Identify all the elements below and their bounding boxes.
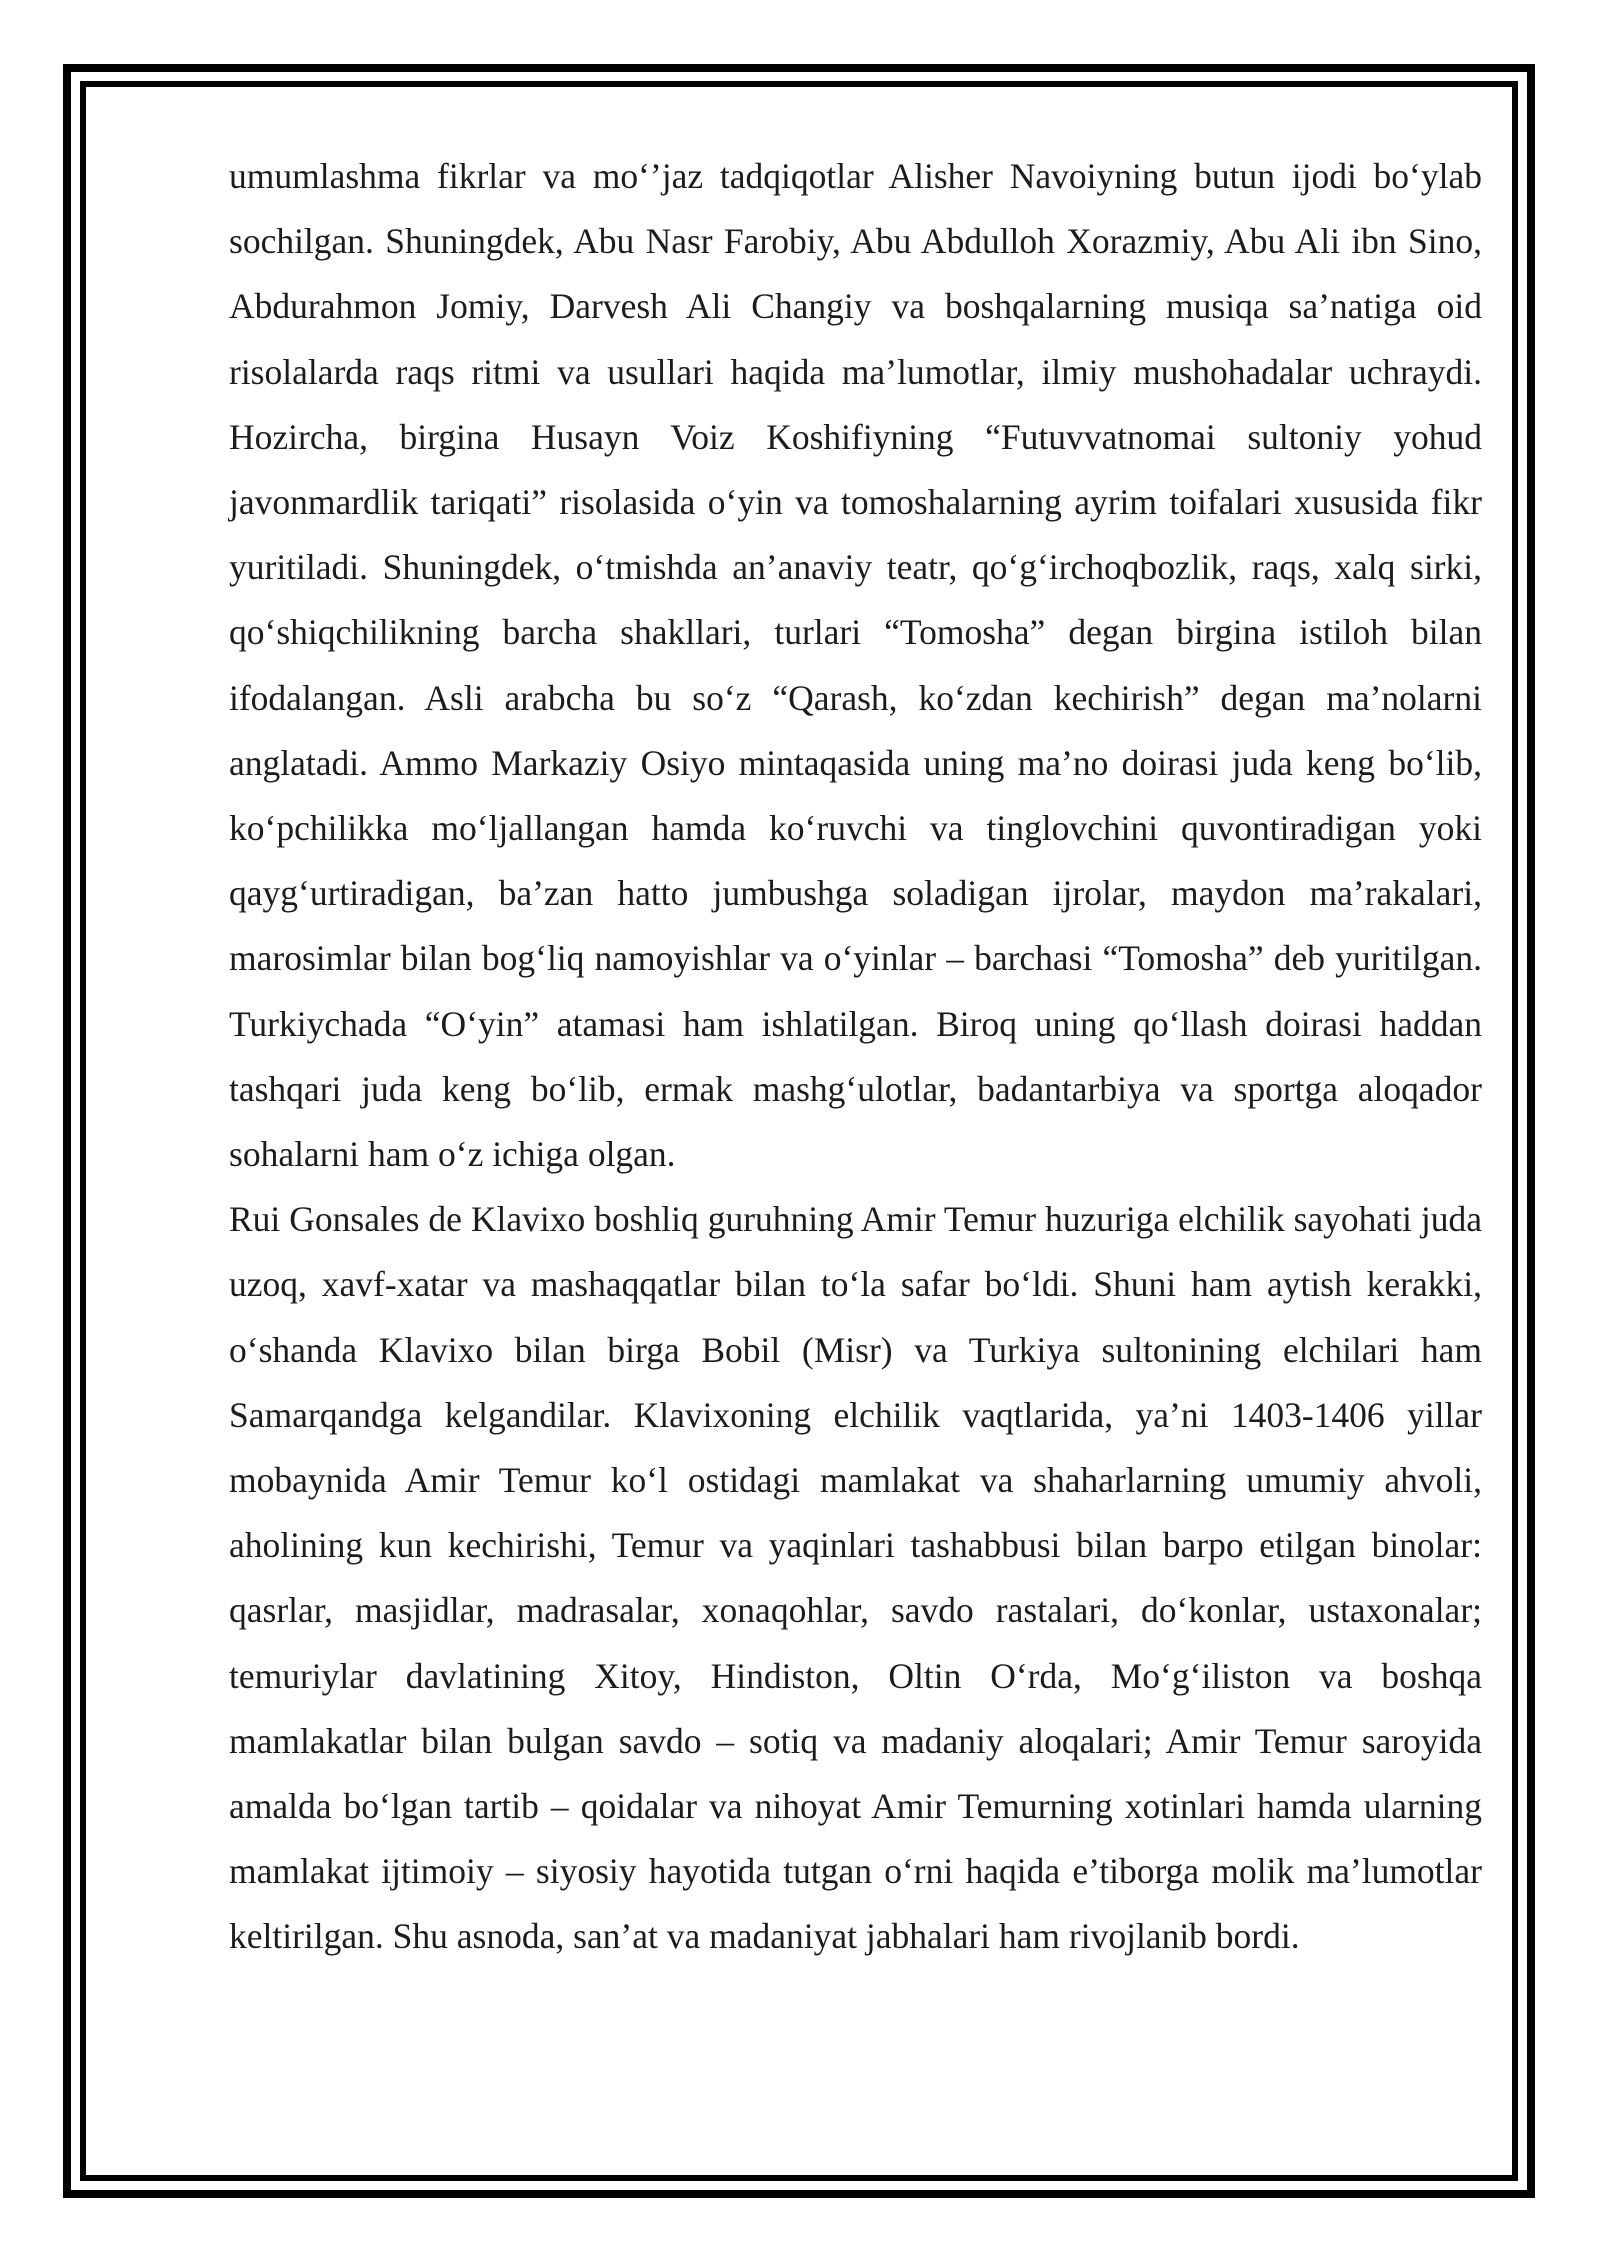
body-paragraph-1: umumlashma fikrlar va mo‘’jaz tadqiqotlar Alisher Navoiyning butun ijodi bo‘ylab sochilgan. Shuningdek, Abu Nasr Farobiy, Abu Abdulloh Xorazmiy, Abu Ali ibn Sino, Abdurahmon Jomiy, Darvesh Ali Changiy va boshqalarning musiqa sa’natiga oid risolalarda raqs ritmi va usullari haqida ma’lumotlar, ilmiy mushohadalar uchraydi. Hozircha, birgina Husayn Voiz Koshifiyning “Futuvvatnomai sultoniy yohud javonmardlik tariqati” risolasida o‘yin va tomoshalarning ayrim toifalari xususida fikr yuritiladi. Shuningdek, o‘tmishda an’anaviy teatr, qo‘g‘irchoqbozlik, raqs, xalq sirki, qo‘shiqchilikning barcha shakllari, turlari “Tomosha” degan birgina istiloh bilan ifodalangan. Asli arabcha bu so‘z “Qarash, ko‘zdan kechirish” degan ma’nolarni anglatadi. Ammo Markaziy Osiyo mintaqasida uning ma’no doirasi juda keng bo‘lib, ko‘pchilikka mo‘ljallangan hamda ko‘ruvchi va tinglovchini quvontiradigan yoki qayg‘urtiradigan, ba’zan hatto jumbushga soladigan ijrolar, maydon ma’rakalari, marosimlar bilan bog‘liq namoyishlar va o‘yinlar – barchasi “Tomosha” deb yuritilgan. Turkiychada “O‘yin” atamasi ham ishlatilgan. Biroq uning qo‘llash doirasi haddan tashqari juda keng bo‘lib, ermak mashg‘ulotlar, badantarbiya va sportga aloqador sohalarni ham o‘z ichiga olgan.	[229, 156, 1482, 1175]
page-body	[229, 144, 1482, 1970]
body-paragraph-2: Rui Gonsales de Klavixo boshliq guruhning Amir Temur huzuriga elchilik sayohati juda uzoq, xavf-xatar va mashaqqatlar bilan to‘la safar bo‘ldi. Shuni ham aytish kerakki, o‘shanda Klavixo bilan birga Bobil (Misr) va Turkiya sultonining elchilari ham Samarqandga kelgandilar. Klavixoning elchilik vaqtlarida, ya’ni 1403-1406 yillar mobaynida Amir Temur ko‘l ostidagi mamlakat va shaharlarning umumiy ahvoli, aholining kun kechirishi, Temur va yaqinlari tashabbusi bilan barpo etilgan binolar: qasrlar, masjidlar, madrasalar, xonaqohlar, savdo rastalari, do‘konlar, ustaxonalar; temuriylar davlatining Xitoy, Hindiston, Oltin O‘rda, Mo‘g‘iliston va boshqa mamlakatlar bilan bulgan savdo – sotiq va madaniy aloqalari; Amir Temur saroyida amalda bo‘lgan tartib – qoidalar va nihoyat Amir Temurning xotinlari hamda ularning mamlakat ijtimoiy – siyosiy hayotida tutgan o‘rni haqida e’tiborga molik ma’lumotlar keltirilgan. Shu asnoda, san’at va madaniyat jabhalari ham rivojlanib bordi.	[229, 1199, 1482, 1957]
